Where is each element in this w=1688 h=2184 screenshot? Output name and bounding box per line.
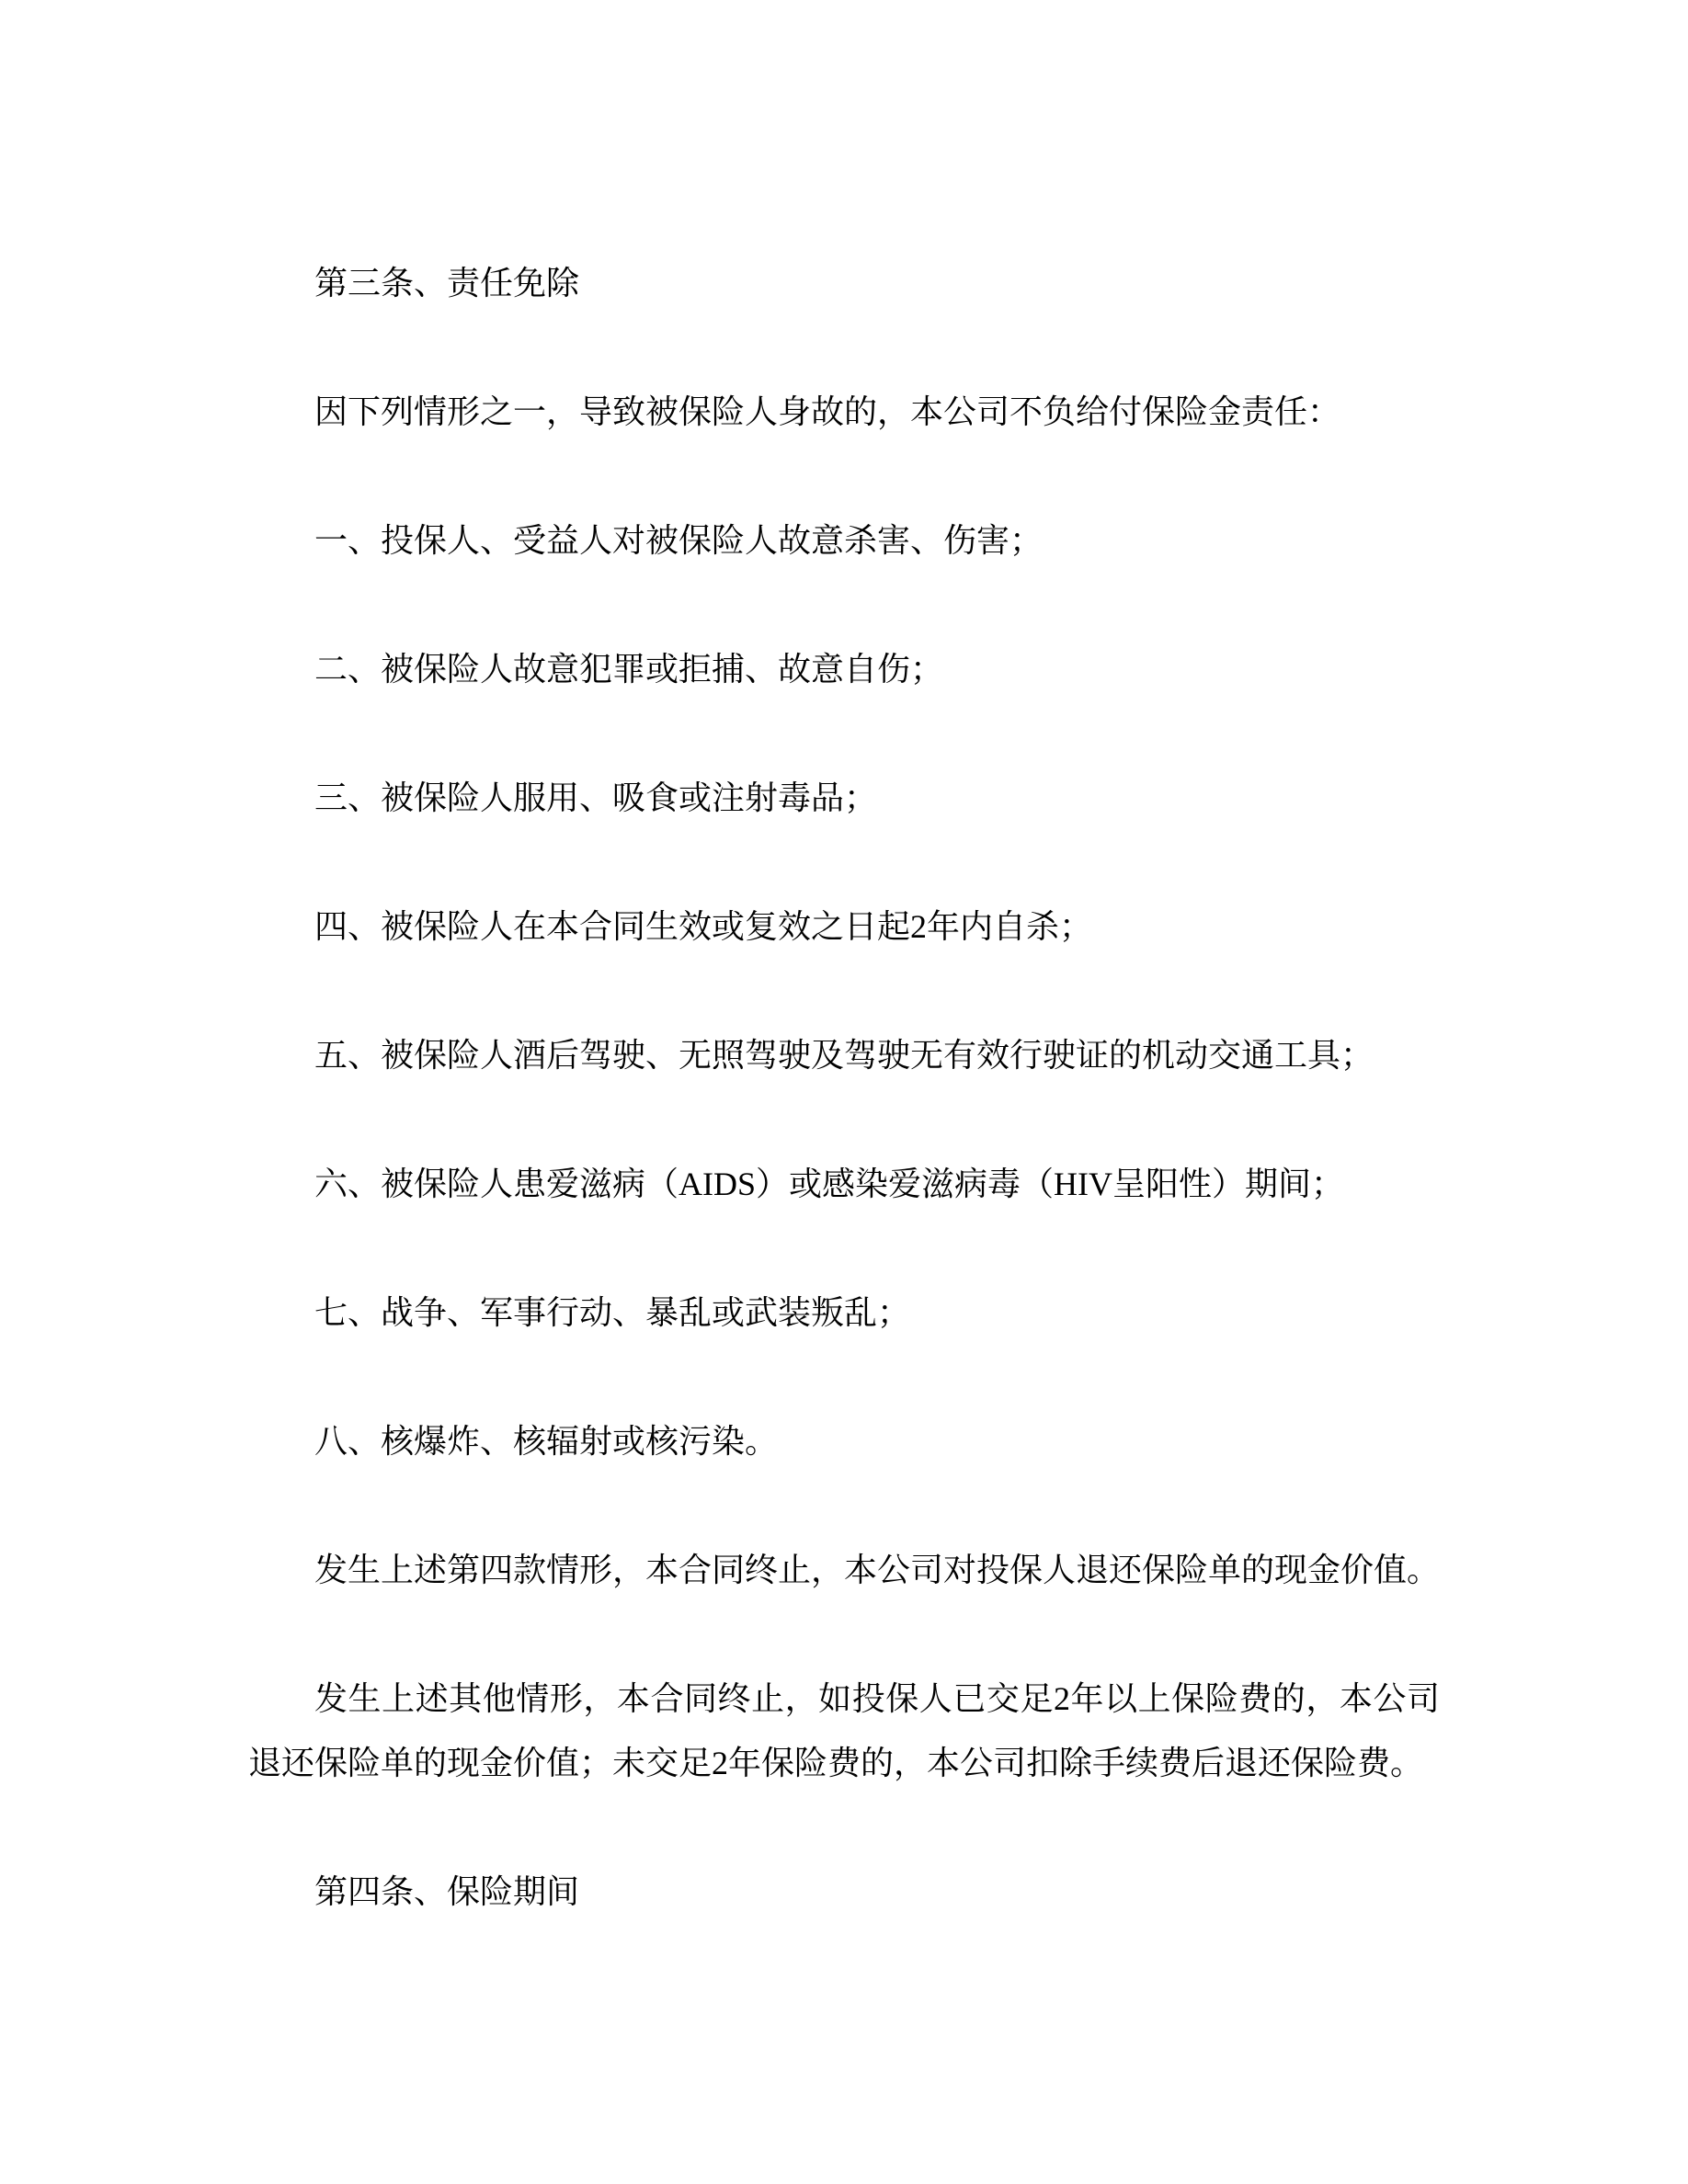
exclusion-item-3: 三、被保险人服用、吸食或注射毒品； xyxy=(314,779,878,816)
exclusion-item-6: 六、被保险人患爱滋病（AIDS）或感染爱滋病毒（HIV呈阳性）期间； xyxy=(314,1166,1344,1202)
exclusion-item-5: 五、被保险人酒后驾驶、无照驾驶及驾驶无有效行驶证的机动交通工具； xyxy=(314,1037,1374,1074)
exclusions-intro: 因下列情形之一，导致被保险人身故的，本公司不负给付保险金责任： xyxy=(314,393,1341,430)
article-3-heading: 第三条、责任免除 xyxy=(314,265,580,301)
article-4-heading: 第四条、保险期间 xyxy=(314,1873,580,1910)
termination-note-other: 发生上述其他情形，本合同终止，如投保人已交足2年以上保险费的，本公司退还保险单的现金价值；未交足2年保险费的，本公司扣除手续费后退还保险费。 xyxy=(248,1680,1440,1781)
exclusion-item-7: 七、战争、军事行动、暴乱或武装叛乱； xyxy=(314,1294,911,1331)
document-body xyxy=(248,251,1440,1924)
exclusion-item-1: 一、投保人、受益人对被保险人故意杀害、伤害； xyxy=(314,522,1044,559)
exclusion-item-4: 四、被保险人在本合同生效或复效之日起2年内自杀； xyxy=(314,908,1093,945)
exclusion-item-8: 八、核爆炸、核辐射或核污染。 xyxy=(314,1423,779,1460)
exclusion-item-2: 二、被保险人故意犯罪或拒捕、故意自伤； xyxy=(314,651,944,688)
termination-note-clause-4: 发生上述第四款情形，本合同终止，本公司对投保人退还保险单的现金价值。 xyxy=(314,1552,1441,1588)
